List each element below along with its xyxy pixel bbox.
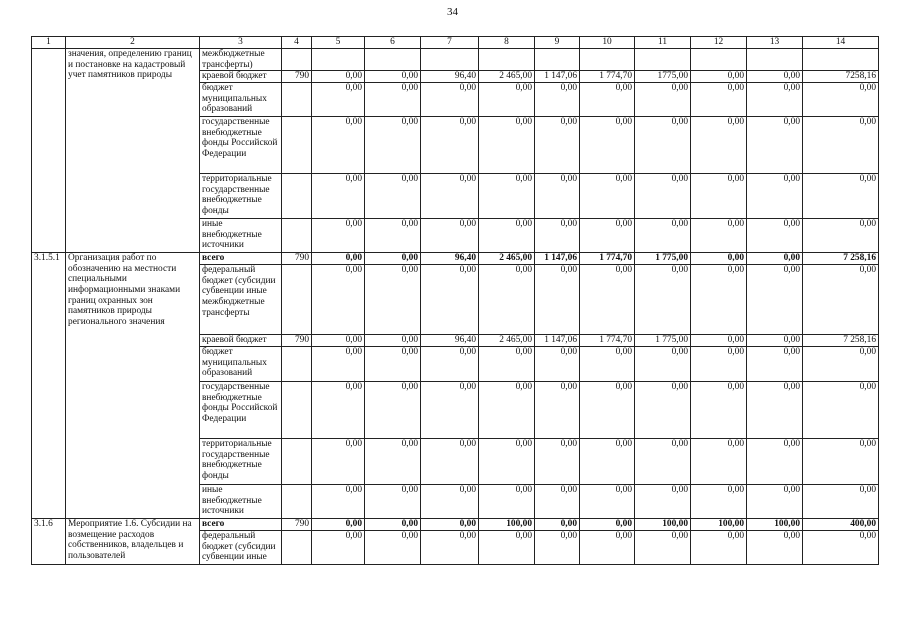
grbs-code <box>282 439 312 485</box>
amount-cell: 0,00 <box>580 485 635 519</box>
amount-cell: 0,00 <box>479 439 535 485</box>
amount-cell: 0,00 <box>803 174 879 219</box>
table-row <box>32 253 879 265</box>
amount-cell: 0,00 <box>803 219 879 253</box>
column-header: 14 <box>803 37 879 49</box>
amount-cell: 0,00 <box>535 265 580 335</box>
amount-cell: 0,00 <box>479 174 535 219</box>
column-header: 1 <box>32 37 66 49</box>
amount-cell: 0,00 <box>312 71 365 83</box>
amount-cell: 0,00 <box>479 485 535 519</box>
amount-cell: 0,00 <box>535 531 580 565</box>
amount-cell: 0,00 <box>580 83 635 117</box>
amount-cell: 2 465,00 <box>479 253 535 265</box>
amount-cell: 96,40 <box>421 253 479 265</box>
amount-cell: 0,00 <box>535 347 580 382</box>
amount-cell: 0,00 <box>747 117 803 174</box>
amount-cell: 0,00 <box>421 174 479 219</box>
amount-cell: 0,00 <box>365 347 421 382</box>
amount-cell: 0,00 <box>365 253 421 265</box>
amount-cell: 0,00 <box>747 382 803 439</box>
amount-cell <box>580 49 635 71</box>
funding-source: иные внебюджетные источники <box>200 219 282 253</box>
amount-cell: 0,00 <box>747 531 803 565</box>
funding-source: бюджет муниципальных образований <box>200 83 282 117</box>
amount-cell: 0,00 <box>803 83 879 117</box>
amount-cell: 0,00 <box>691 485 747 519</box>
amount-cell: 0,00 <box>803 347 879 382</box>
funding-source: территориальные государственные внебюджетные фонды <box>200 174 282 219</box>
amount-cell: 0,00 <box>691 117 747 174</box>
amount-cell: 0,00 <box>312 531 365 565</box>
amount-cell: 1 775,00 <box>635 335 691 347</box>
grbs-code: 790 <box>282 519 312 531</box>
amount-cell: 0,00 <box>691 382 747 439</box>
amount-cell: 0,00 <box>691 531 747 565</box>
amount-cell: 0,00 <box>312 253 365 265</box>
amount-cell <box>535 49 580 71</box>
amount-cell: 1 147,06 <box>535 335 580 347</box>
amount-cell: 0,00 <box>803 531 879 565</box>
amount-cell: 0,00 <box>479 531 535 565</box>
amount-cell: 0,00 <box>421 485 479 519</box>
amount-cell: 0,00 <box>535 382 580 439</box>
amount-cell: 0,00 <box>635 265 691 335</box>
amount-cell: 0,00 <box>421 83 479 117</box>
amount-cell: 0,00 <box>365 71 421 83</box>
item-description: Организация работ по обозначению на местности специальными информационными знаками границ охранных зон памятников природы регионального значения <box>66 253 200 519</box>
grbs-code <box>282 531 312 565</box>
amount-cell: 2 465,00 <box>479 335 535 347</box>
amount-cell: 0,00 <box>535 117 580 174</box>
table-row <box>32 49 879 71</box>
funding-source: государственные внебюджетные фонды Российской Федерации <box>200 117 282 174</box>
amount-cell: 0,00 <box>803 485 879 519</box>
amount-cell <box>635 49 691 71</box>
amount-cell: 0,00 <box>312 83 365 117</box>
item-code: 3.1.6 <box>32 519 66 565</box>
amount-cell: 0,00 <box>421 347 479 382</box>
amount-cell: 0,00 <box>635 382 691 439</box>
amount-cell: 0,00 <box>580 174 635 219</box>
amount-cell: 2 465,00 <box>479 71 535 83</box>
amount-cell: 0,00 <box>312 519 365 531</box>
amount-cell: 0,00 <box>635 347 691 382</box>
funding-source: государственные внебюджетные фонды Российской Федерации <box>200 382 282 439</box>
amount-cell: 0,00 <box>312 439 365 485</box>
amount-cell: 0,00 <box>747 347 803 382</box>
amount-cell: 0,00 <box>635 117 691 174</box>
grbs-code <box>282 382 312 439</box>
amount-cell: 0,00 <box>421 117 479 174</box>
funding-source: бюджет муниципальных образований <box>200 347 282 382</box>
amount-cell: 0,00 <box>479 83 535 117</box>
amount-cell: 0,00 <box>691 71 747 83</box>
amount-cell: 0,00 <box>691 219 747 253</box>
amount-cell: 100,00 <box>747 519 803 531</box>
amount-cell: 1 775,00 <box>635 253 691 265</box>
funding-source: иные внебюджетные источники <box>200 485 282 519</box>
amount-cell: 0,00 <box>365 265 421 335</box>
table-row <box>32 519 879 531</box>
column-header: 13 <box>747 37 803 49</box>
amount-cell: 100,00 <box>479 519 535 531</box>
grbs-code: 790 <box>282 71 312 83</box>
funding-source: всего <box>200 519 282 531</box>
column-header: 12 <box>691 37 747 49</box>
column-header: 2 <box>66 37 200 49</box>
amount-cell: 0,00 <box>365 439 421 485</box>
amount-cell: 0,00 <box>421 382 479 439</box>
amount-cell: 0,00 <box>479 117 535 174</box>
amount-cell: 0,00 <box>479 219 535 253</box>
amount-cell: 0,00 <box>635 219 691 253</box>
amount-cell: 0,00 <box>312 219 365 253</box>
amount-cell: 0,00 <box>803 265 879 335</box>
item-code: 3.1.5.1 <box>32 253 66 519</box>
amount-cell: 0,00 <box>535 83 580 117</box>
amount-cell: 0,00 <box>803 439 879 485</box>
amount-cell: 7 258,16 <box>803 253 879 265</box>
amount-cell: 0,00 <box>803 117 879 174</box>
column-header: 8 <box>479 37 535 49</box>
amount-cell: 0,00 <box>580 519 635 531</box>
grbs-code <box>282 83 312 117</box>
column-header: 6 <box>365 37 421 49</box>
amount-cell: 0,00 <box>747 265 803 335</box>
amount-cell: 0,00 <box>365 485 421 519</box>
amount-cell: 0,00 <box>747 485 803 519</box>
amount-cell <box>421 49 479 71</box>
amount-cell: 0,00 <box>580 219 635 253</box>
amount-cell: 1 774,70 <box>580 71 635 83</box>
amount-cell: 96,40 <box>421 335 479 347</box>
amount-cell: 0,00 <box>691 335 747 347</box>
amount-cell: 0,00 <box>535 519 580 531</box>
column-header: 5 <box>312 37 365 49</box>
item-description: значения, определению границ и постановке на кадастровый учет памятников природы <box>66 49 200 253</box>
amount-cell: 0,00 <box>421 219 479 253</box>
column-header: 10 <box>580 37 635 49</box>
amount-cell <box>365 49 421 71</box>
amount-cell: 0,00 <box>691 253 747 265</box>
funding-source: федеральный бюджет (субсидии субвенции иные <box>200 531 282 565</box>
amount-cell: 0,00 <box>365 83 421 117</box>
amount-cell: 0,00 <box>580 531 635 565</box>
funding-source: федеральный бюджет (субсидии субвенции иные межбюджетные трансферты <box>200 265 282 335</box>
amount-cell: 0,00 <box>747 219 803 253</box>
amount-cell: 7 258,16 <box>803 335 879 347</box>
amount-cell: 0,00 <box>312 265 365 335</box>
amount-cell: 1775,00 <box>635 71 691 83</box>
amount-cell: 0,00 <box>747 71 803 83</box>
amount-cell <box>747 49 803 71</box>
amount-cell: 0,00 <box>747 83 803 117</box>
item-description: Мероприятие 1.6. Субсидии на возмещение расходов собственников, владельцев и пользователей <box>66 519 200 565</box>
amount-cell: 7258,16 <box>803 71 879 83</box>
amount-cell: 0,00 <box>580 347 635 382</box>
amount-cell: 0,00 <box>747 439 803 485</box>
amount-cell: 0,00 <box>747 253 803 265</box>
amount-cell: 0,00 <box>365 174 421 219</box>
amount-cell <box>479 49 535 71</box>
amount-cell: 0,00 <box>365 531 421 565</box>
amount-cell: 0,00 <box>747 174 803 219</box>
amount-cell: 0,00 <box>365 519 421 531</box>
grbs-code <box>282 347 312 382</box>
column-header: 11 <box>635 37 691 49</box>
amount-cell: 0,00 <box>535 439 580 485</box>
amount-cell: 0,00 <box>803 382 879 439</box>
amount-cell: 0,00 <box>691 83 747 117</box>
grbs-code <box>282 485 312 519</box>
amount-cell: 96,40 <box>421 71 479 83</box>
amount-cell: 0,00 <box>312 485 365 519</box>
column-header: 4 <box>282 37 312 49</box>
amount-cell: 0,00 <box>421 439 479 485</box>
amount-cell: 1 774,70 <box>580 335 635 347</box>
amount-cell: 100,00 <box>635 519 691 531</box>
grbs-code: 790 <box>282 335 312 347</box>
funding-source: межбюджетные трансферты) <box>200 49 282 71</box>
amount-cell: 400,00 <box>803 519 879 531</box>
amount-cell: 0,00 <box>421 519 479 531</box>
amount-cell: 0,00 <box>580 439 635 485</box>
amount-cell: 0,00 <box>365 335 421 347</box>
amount-cell: 0,00 <box>580 382 635 439</box>
amount-cell: 0,00 <box>635 174 691 219</box>
grbs-code <box>282 219 312 253</box>
column-header: 9 <box>535 37 580 49</box>
amount-cell: 0,00 <box>312 335 365 347</box>
amount-cell: 0,00 <box>635 485 691 519</box>
amount-cell: 100,00 <box>691 519 747 531</box>
grbs-code: 790 <box>282 253 312 265</box>
column-header: 3 <box>200 37 282 49</box>
amount-cell: 0,00 <box>535 219 580 253</box>
budget-table <box>31 36 879 565</box>
column-header: 7 <box>421 37 479 49</box>
amount-cell: 0,00 <box>535 174 580 219</box>
amount-cell: 0,00 <box>312 382 365 439</box>
header-row <box>32 37 879 49</box>
amount-cell: 0,00 <box>635 531 691 565</box>
amount-cell: 0,00 <box>479 382 535 439</box>
grbs-code <box>282 174 312 219</box>
amount-cell: 0,00 <box>312 174 365 219</box>
amount-cell: 1 147,06 <box>535 253 580 265</box>
amount-cell: 0,00 <box>691 439 747 485</box>
grbs-code <box>282 49 312 71</box>
amount-cell: 1 774,70 <box>580 253 635 265</box>
amount-cell: 0,00 <box>479 265 535 335</box>
grbs-code <box>282 117 312 174</box>
amount-cell: 1 147,06 <box>535 71 580 83</box>
funding-source: краевой бюджет <box>200 71 282 83</box>
amount-cell: 0,00 <box>691 347 747 382</box>
amount-cell: 0,00 <box>365 219 421 253</box>
amount-cell: 0,00 <box>580 265 635 335</box>
amount-cell: 0,00 <box>312 347 365 382</box>
amount-cell: 0,00 <box>365 117 421 174</box>
amount-cell: 0,00 <box>691 265 747 335</box>
funding-source: территориальные государственные внебюджетные фонды <box>200 439 282 485</box>
amount-cell: 0,00 <box>635 83 691 117</box>
item-code <box>32 49 66 253</box>
amount-cell: 0,00 <box>747 335 803 347</box>
amount-cell: 0,00 <box>312 117 365 174</box>
amount-cell: 0,00 <box>691 174 747 219</box>
amount-cell: 0,00 <box>635 439 691 485</box>
amount-cell: 0,00 <box>479 347 535 382</box>
funding-source: краевой бюджет <box>200 335 282 347</box>
amount-cell <box>803 49 879 71</box>
amount-cell: 0,00 <box>365 382 421 439</box>
amount-cell: 0,00 <box>580 117 635 174</box>
funding-source: всего <box>200 253 282 265</box>
amount-cell <box>691 49 747 71</box>
amount-cell: 0,00 <box>421 531 479 565</box>
amount-cell: 0,00 <box>421 265 479 335</box>
amount-cell <box>312 49 365 71</box>
page-number: 34 <box>447 6 458 18</box>
amount-cell: 0,00 <box>535 485 580 519</box>
grbs-code <box>282 265 312 335</box>
